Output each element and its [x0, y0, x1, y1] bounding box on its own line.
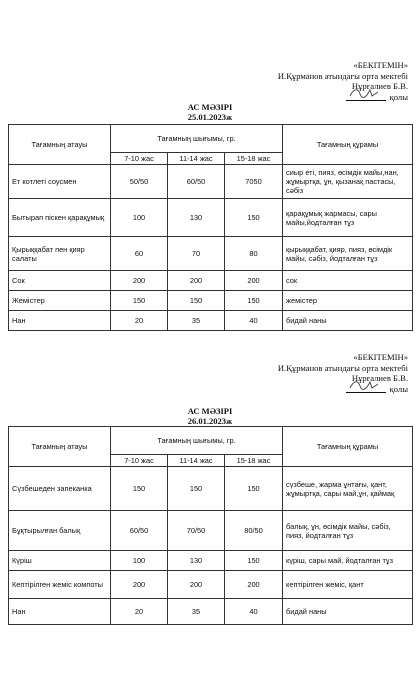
portion-15-18: 80 [225, 237, 283, 271]
table-row [9, 511, 413, 551]
portion-7-10: 60/50 [111, 511, 168, 551]
portion-11-14: 35 [168, 311, 225, 331]
signature-scribble-icon [348, 86, 382, 100]
menu-date: 25.01.2023ж [187, 111, 233, 122]
portion-11-14: 130 [168, 199, 225, 237]
dish-composition: қырыққабат, қияр, пияз, өсімдік майы, сәбіз, йодталған тұз [283, 237, 413, 271]
signature-label: қолы [389, 383, 408, 394]
school-name: И.Құрманов атындағы орта мектебі [277, 362, 408, 373]
header-composition: Тағамның құрамы [283, 125, 413, 165]
menu-table [8, 124, 413, 331]
portion-15-18: 40 [225, 599, 283, 625]
portion-7-10: 200 [111, 271, 168, 291]
table-row [9, 271, 413, 291]
portion-11-14: 150 [168, 291, 225, 311]
table-row [9, 291, 413, 311]
portion-15-18: 150 [225, 467, 283, 511]
menu-title-text: АС МӘЗІРІ [187, 406, 233, 416]
menu-title [0, 407, 420, 426]
portion-15-18: 200 [225, 571, 283, 599]
dish-name: Кептірілген жеміс компоты [9, 571, 111, 599]
portion-15-18: 80/50 [225, 511, 283, 551]
signature-line [346, 384, 386, 393]
header-portion: Тағамның шығымы, гр. [111, 125, 283, 153]
dish-composition: бидай наны [283, 311, 413, 331]
director-name: Нұрғалиев Б.В. [351, 373, 408, 383]
portion-11-14: 70 [168, 237, 225, 271]
dish-composition: бидай наны [283, 599, 413, 625]
dish-name: Жемістер [9, 291, 111, 311]
dish-name: Сүзбешеден запеканка [9, 467, 111, 511]
portion-7-10: 100 [111, 199, 168, 237]
signature-line [346, 92, 386, 101]
portion-15-18: 200 [225, 271, 283, 291]
table-row [9, 467, 413, 511]
header-dish-name: Тағамның атауы [9, 427, 111, 467]
portion-7-10: 60 [111, 237, 168, 271]
dish-composition: балық, ұн, өсімдік майы, сәбіз, пияз, йодталған тұз [283, 511, 413, 551]
signature-row [278, 92, 408, 103]
header-age-7-10: 7-10 жас [111, 153, 168, 165]
portion-7-10: 150 [111, 467, 168, 511]
dish-name: Күріш [9, 551, 111, 571]
header-composition: Тағамның құрамы [283, 427, 413, 467]
portion-15-18: 150 [225, 291, 283, 311]
header-age-7-10: 7-10 жас [111, 455, 168, 467]
portion-15-18: 150 [225, 199, 283, 237]
approval-heading: «БЕКІТЕМІН» [353, 60, 408, 70]
header-portion: Тағамның шығымы, гр. [111, 427, 283, 455]
header-dish-name: Тағамның атауы [9, 125, 111, 165]
table-row [9, 599, 413, 625]
dish-composition: күріш, сары май, йодталған тұз [283, 551, 413, 571]
table-row [9, 571, 413, 599]
portion-15-18: 150 [225, 551, 283, 571]
portion-7-10: 50/50 [111, 165, 168, 199]
dish-composition: сиыр еті, пияз, өсімдік майы,нан, жұмыртқа, ұн, қызанақ пастасы, сәбіз [283, 165, 413, 199]
signature-row [278, 384, 408, 395]
portion-11-14: 70/50 [168, 511, 225, 551]
director-name: Нұрғалиев Б.В. [351, 81, 408, 91]
menu-date: 26.01.2023ж [187, 415, 233, 426]
table-row [9, 551, 413, 571]
portion-11-14: 200 [168, 271, 225, 291]
approval-block [278, 60, 408, 102]
dish-name: Бұқтырылған балық [9, 511, 111, 551]
menu-title-text: АС МӘЗІРІ [187, 102, 233, 112]
header-age-15-18: 15-18 жас [225, 455, 283, 467]
portion-11-14: 150 [168, 467, 225, 511]
dish-composition: жемістер [283, 291, 413, 311]
portion-7-10: 20 [111, 599, 168, 625]
portion-7-10: 150 [111, 291, 168, 311]
dish-composition: кептірілген жеміс, қант [283, 571, 413, 599]
approval-block [278, 352, 408, 394]
dish-name: Ет котлеті соусмен [9, 165, 111, 199]
dish-name: Сок [9, 271, 111, 291]
table-row [9, 165, 413, 199]
menu-table [8, 426, 413, 625]
portion-7-10: 200 [111, 571, 168, 599]
portion-7-10: 100 [111, 551, 168, 571]
portion-7-10: 20 [111, 311, 168, 331]
signature-scribble-icon [348, 378, 382, 392]
table-row [9, 199, 413, 237]
portion-11-14: 35 [168, 599, 225, 625]
portion-11-14: 60/50 [168, 165, 225, 199]
portion-11-14: 200 [168, 571, 225, 599]
dish-name: Қырыққабат пен қияр салаты [9, 237, 111, 271]
header-age-11-14: 11-14 жас [168, 153, 225, 165]
dish-name: Бытырап піскен қарақұмық [9, 199, 111, 237]
school-name: И.Құрманов атындағы орта мектебі [277, 70, 408, 81]
portion-11-14: 130 [168, 551, 225, 571]
dish-composition: сүзбеше, жарма ұнтағы, қант, жұмыртқа, сары май,ұн, қаймақ [283, 467, 413, 511]
dish-composition: қарақұмық жармасы, сары майы,йодталған тұз [283, 199, 413, 237]
table-row [9, 311, 413, 331]
portion-15-18: 7050 [225, 165, 283, 199]
header-age-11-14: 11-14 жас [168, 455, 225, 467]
menu-title [0, 103, 420, 122]
approval-heading: «БЕКІТЕМІН» [353, 352, 408, 362]
dish-name: Нан [9, 311, 111, 331]
table-row [9, 237, 413, 271]
header-age-15-18: 15-18 жас [225, 153, 283, 165]
dish-name: Нан [9, 599, 111, 625]
signature-label: қолы [389, 91, 408, 102]
portion-15-18: 40 [225, 311, 283, 331]
dish-composition: сок [283, 271, 413, 291]
